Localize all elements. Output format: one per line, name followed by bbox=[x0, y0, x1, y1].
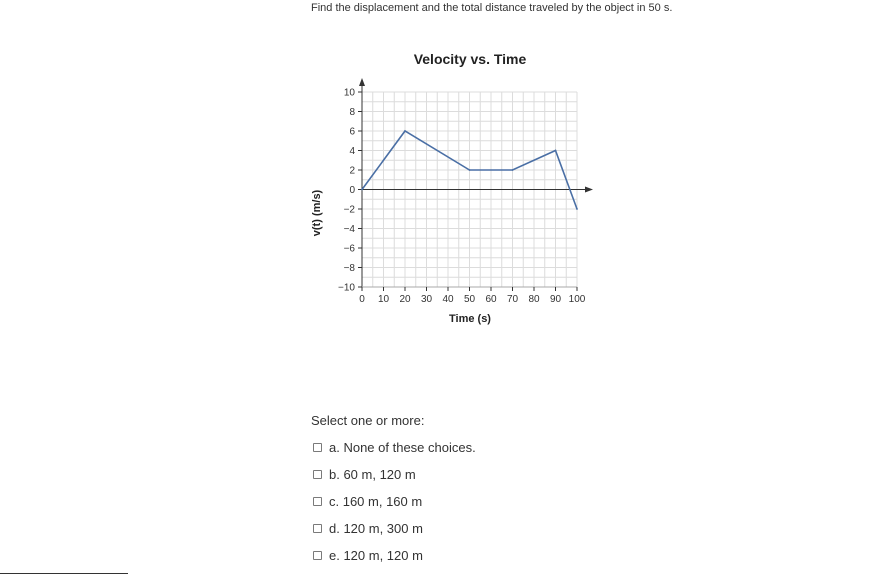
velocity-data-point bbox=[512, 169, 514, 171]
y-axis-arrowhead bbox=[359, 78, 365, 86]
answer-option-label: b. 60 m, 120 m bbox=[329, 467, 416, 482]
checkbox[interactable] bbox=[313, 524, 322, 533]
x-tick-label: 60 bbox=[485, 294, 497, 305]
x-tick-label: 80 bbox=[528, 294, 540, 305]
x-tick-label: 90 bbox=[549, 294, 562, 305]
x-tick-label: 0 bbox=[359, 294, 365, 305]
checkbox[interactable] bbox=[313, 470, 322, 479]
answer-option[interactable] bbox=[313, 434, 476, 461]
y-tick-label: 6 bbox=[349, 126, 355, 138]
chart-y-axis-label: v(t) (m/s) bbox=[311, 189, 323, 237]
footer-divider bbox=[0, 573, 128, 574]
answer-options bbox=[313, 434, 476, 569]
y-tick-label: 10 bbox=[343, 87, 355, 99]
x-tick-label: 20 bbox=[399, 294, 411, 305]
velocity-data-point bbox=[404, 130, 406, 132]
y-tick-label: 4 bbox=[349, 146, 355, 157]
chart-x-axis-label: Time (s) bbox=[449, 313, 491, 325]
answer-option[interactable] bbox=[313, 461, 476, 488]
answer-option[interactable] bbox=[313, 542, 476, 569]
velocity-data-point bbox=[576, 208, 578, 210]
y-tick-label: 8 bbox=[349, 107, 355, 118]
y-tick-label: −10 bbox=[338, 282, 355, 294]
y-tick-label: −2 bbox=[343, 204, 355, 216]
question-text: Find the displacement and the total distance traveled by the object in 50 s. bbox=[311, 2, 673, 14]
y-tick-label: −8 bbox=[343, 263, 355, 274]
x-axis-arrowhead bbox=[585, 187, 593, 193]
answer-option[interactable] bbox=[313, 515, 476, 542]
chart-svg bbox=[298, 40, 608, 340]
chart-title: Velocity vs. Time bbox=[413, 51, 527, 67]
y-tick-label: 2 bbox=[349, 165, 355, 177]
x-tick-label: 50 bbox=[463, 294, 476, 305]
velocity-time-chart bbox=[298, 40, 608, 340]
checkbox[interactable] bbox=[313, 443, 322, 452]
answer-option-label: d. 120 m, 300 m bbox=[329, 521, 423, 536]
x-tick-label: 70 bbox=[506, 294, 519, 305]
checkbox[interactable] bbox=[313, 497, 322, 506]
answer-option[interactable] bbox=[313, 488, 476, 515]
x-tick-label: 10 bbox=[377, 294, 390, 305]
velocity-data-point bbox=[361, 189, 363, 191]
y-tick-label: 0 bbox=[349, 185, 355, 196]
x-tick-label: 40 bbox=[442, 294, 454, 305]
x-tick-label: 30 bbox=[420, 294, 433, 305]
checkbox[interactable] bbox=[313, 551, 322, 560]
velocity-data-point bbox=[469, 169, 471, 171]
chart-ticks bbox=[338, 88, 586, 306]
velocity-data-point bbox=[555, 150, 557, 152]
answer-option-label: c. 160 m, 160 m bbox=[329, 494, 423, 509]
answer-option-label: e. 120 m, 120 m bbox=[329, 548, 423, 563]
answer-prompt: Select one or more: bbox=[311, 413, 425, 428]
x-tick-label: 100 bbox=[568, 294, 586, 305]
y-tick-label: −4 bbox=[343, 224, 355, 235]
y-tick-label: −6 bbox=[343, 243, 355, 255]
answer-option-label: a. None of these choices. bbox=[329, 440, 476, 455]
